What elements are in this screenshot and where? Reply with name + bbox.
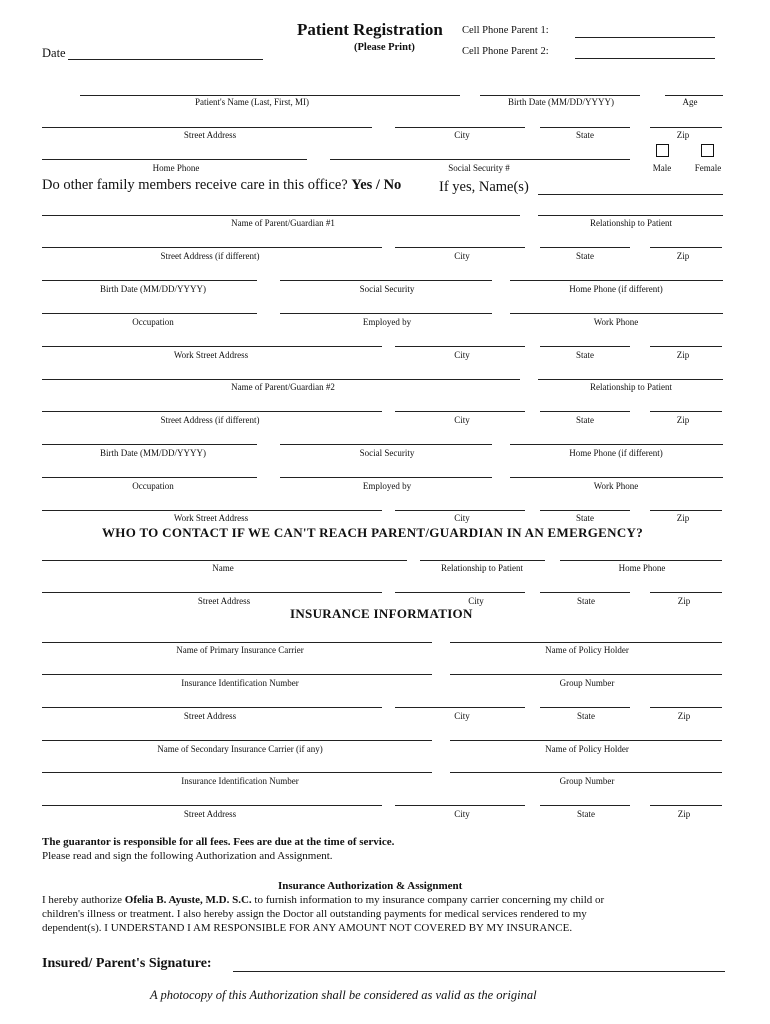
guardian2-work-phone-label: Work Phone xyxy=(593,481,639,491)
guardian2-city-label: City xyxy=(454,415,470,425)
secondary-holder-field[interactable] xyxy=(450,740,722,741)
primary-id-field[interactable] xyxy=(42,674,432,675)
cell-phone-parent2-field[interactable] xyxy=(575,58,715,59)
patient-city-field[interactable] xyxy=(395,127,525,128)
date-field[interactable] xyxy=(68,59,263,60)
guardian2-relationship-label: Relationship to Patient xyxy=(590,382,672,392)
family-names-field[interactable] xyxy=(538,194,723,195)
emergency-state-label: State xyxy=(577,596,595,606)
guardian1-work-city-field[interactable] xyxy=(395,346,525,347)
insurance-heading: INSURANCE INFORMATION xyxy=(290,606,473,621)
yes-no-option[interactable]: Yes / No xyxy=(351,177,402,193)
emergency-name-field[interactable] xyxy=(42,560,407,561)
guardian1-ssn-label: Social Security xyxy=(359,284,415,294)
secondary-state-field[interactable] xyxy=(540,805,630,806)
guardian1-street-field[interactable] xyxy=(42,247,382,248)
primary-city-label: City xyxy=(454,711,470,721)
photocopy-note: A photocopy of this Authorization shall be considered as valid as the original xyxy=(150,988,537,1002)
emergency-street-label: Street Address xyxy=(197,596,251,606)
guardian2-work-state-label: State xyxy=(576,513,594,523)
guardian2-work-state-field[interactable] xyxy=(540,510,630,511)
date-label: Date xyxy=(42,46,66,60)
guardian1-name-field[interactable] xyxy=(42,215,520,216)
guardian1-city-field[interactable] xyxy=(395,247,525,248)
patient-age-field[interactable] xyxy=(665,95,723,96)
guardian2-work-zip-label: Zip xyxy=(676,513,690,523)
primary-street-field[interactable] xyxy=(42,707,382,708)
patient-ssn-field[interactable] xyxy=(330,159,630,160)
guardian1-state-field[interactable] xyxy=(540,247,630,248)
cell-phone-parent1-field[interactable] xyxy=(575,37,715,38)
male-label: Male xyxy=(652,163,672,173)
guardian2-zip-field[interactable] xyxy=(650,411,722,412)
family-question: Do other family members receive care in this office? Yes / No xyxy=(42,177,402,193)
male-checkbox[interactable] xyxy=(656,144,669,157)
primary-city-field[interactable] xyxy=(395,707,525,708)
emergency-zip-label: Zip xyxy=(677,596,691,606)
cell-phone-parent2-label: Cell Phone Parent 2: xyxy=(462,46,549,57)
guardian1-zip-label: Zip xyxy=(676,251,690,261)
patient-name-label: Patient's Name (Last, First, MI) xyxy=(194,97,310,107)
secondary-street-label: Street Address xyxy=(183,809,237,819)
secondary-state-label: State xyxy=(577,809,595,819)
guardian1-state-label: State xyxy=(576,251,594,261)
guardian1-relationship-label: Relationship to Patient xyxy=(590,218,672,228)
secondary-city-label: City xyxy=(454,809,470,819)
guardian2-work-phone-field[interactable] xyxy=(510,477,723,478)
auth-title: Insurance Authorization & Assignment xyxy=(278,880,463,892)
signature-label: Insured/ Parent's Signature: xyxy=(42,956,212,971)
primary-street-label: Street Address xyxy=(183,711,237,721)
page-subtitle: (Please Print) xyxy=(354,42,415,53)
patient-zip-label: Zip xyxy=(676,130,690,140)
auth-line-3: dependent(s). I UNDERSTAND I AM RESPONSIBLE FOR ANY AMOUNT NOT COVERED BY MY INSURANCE. xyxy=(42,922,573,934)
page-title: Patient Registration xyxy=(297,20,443,39)
guardian1-name-label: Name of Parent/Guardian #1 xyxy=(231,218,335,228)
patient-state-label: State xyxy=(576,130,594,140)
guardian1-birth-field[interactable] xyxy=(42,280,257,281)
patient-home-phone-field[interactable] xyxy=(42,159,307,160)
secondary-carrier-label: Name of Secondary Insurance Carrier (if any) xyxy=(157,744,323,754)
guardian1-work-street-field[interactable] xyxy=(42,346,382,347)
guardian2-home-phone-label: Home Phone (if different) xyxy=(569,448,663,458)
secondary-holder-label: Name of Policy Holder xyxy=(545,744,629,754)
guardian2-city-field[interactable] xyxy=(395,411,525,412)
emergency-city-label: City xyxy=(468,596,484,606)
guardian2-work-city-field[interactable] xyxy=(395,510,525,511)
secondary-id-field[interactable] xyxy=(42,772,432,773)
emergency-state-field[interactable] xyxy=(540,592,630,593)
guardian1-occupation-label: Occupation xyxy=(132,317,174,327)
auth-line-2: children's illness or treatment. I also hereby assign the Doctor all outstanding payments for medical services rendered to my xyxy=(42,908,587,920)
guardian1-street-label: Street Address (if different) xyxy=(160,251,260,261)
guardian1-relationship-field[interactable] xyxy=(538,215,723,216)
primary-holder-field[interactable] xyxy=(450,642,722,643)
guardian2-birth-label: Birth Date (MM/DD/YYYY) xyxy=(100,448,206,458)
guardian2-home-phone-field[interactable] xyxy=(510,444,723,445)
primary-zip-label: Zip xyxy=(677,711,691,721)
guardian2-employed-label: Employed by xyxy=(362,481,412,491)
guardian2-birth-field[interactable] xyxy=(42,444,257,445)
guardian1-work-state-field[interactable] xyxy=(540,346,630,347)
guardian2-work-street-label: Work Street Address xyxy=(173,513,249,523)
patient-street-label: Street Address xyxy=(183,130,237,140)
primary-carrier-field[interactable] xyxy=(42,642,432,643)
guardian1-employed-field[interactable] xyxy=(280,313,492,314)
emergency-relationship-label: Relationship to Patient xyxy=(441,563,523,573)
guardian1-ssn-field[interactable] xyxy=(280,280,492,281)
patient-birth-label: Birth Date (MM/DD/YYYY) xyxy=(508,97,614,107)
guardian1-work-street-label: Work Street Address xyxy=(173,350,249,360)
patient-name-field[interactable] xyxy=(80,95,460,96)
secondary-zip-field[interactable] xyxy=(650,805,722,806)
guardian1-occupation-field[interactable] xyxy=(42,313,257,314)
guardian1-employed-label: Employed by xyxy=(362,317,412,327)
secondary-group-field[interactable] xyxy=(450,772,722,773)
patient-home-phone-label: Home Phone xyxy=(152,163,200,173)
secondary-zip-label: Zip xyxy=(677,809,691,819)
emergency-relationship-field[interactable] xyxy=(420,560,545,561)
guardian2-street-label: Street Address (if different) xyxy=(160,415,260,425)
patient-zip-field[interactable] xyxy=(650,127,722,128)
guardian2-occupation-label: Occupation xyxy=(132,481,174,491)
secondary-city-field[interactable] xyxy=(395,805,525,806)
guardian1-work-phone-label: Work Phone xyxy=(593,317,639,327)
emergency-street-field[interactable] xyxy=(42,592,382,593)
emergency-home-phone-field[interactable] xyxy=(560,560,722,561)
guardian2-occupation-field[interactable] xyxy=(42,477,257,478)
guardian1-work-state-label: State xyxy=(576,350,594,360)
patient-ssn-label: Social Security # xyxy=(448,163,510,173)
guardian2-ssn-label: Social Security xyxy=(359,448,415,458)
primary-state-label: State xyxy=(577,711,595,721)
guardian1-home-phone-label: Home Phone (if different) xyxy=(569,284,663,294)
cell-phone-parent1-label: Cell Phone Parent 1: xyxy=(462,25,549,36)
secondary-carrier-field[interactable] xyxy=(42,740,432,741)
patient-birth-field[interactable] xyxy=(480,95,640,96)
emergency-home-phone-label: Home Phone xyxy=(618,563,666,573)
guardian2-work-city-label: City xyxy=(454,513,470,523)
guardian1-work-zip-label: Zip xyxy=(676,350,690,360)
female-label: Female xyxy=(694,163,722,173)
female-checkbox[interactable] xyxy=(701,144,714,157)
guardian2-employed-field[interactable] xyxy=(280,477,492,478)
guardian1-home-phone-field[interactable] xyxy=(510,280,723,281)
guardian1-birth-label: Birth Date (MM/DD/YYYY) xyxy=(100,284,206,294)
patient-city-label: City xyxy=(454,130,470,140)
guardian2-work-street-field[interactable] xyxy=(42,510,382,511)
primary-group-label: Group Number xyxy=(559,678,615,688)
guardian1-work-zip-field[interactable] xyxy=(650,346,722,347)
secondary-id-label: Insurance Identification Number xyxy=(181,776,299,786)
please-read-text: Please read and sign the following Authorization and Assignment. xyxy=(42,850,333,862)
emergency-name-label: Name xyxy=(212,563,234,573)
primary-zip-field[interactable] xyxy=(650,707,722,708)
primary-state-field[interactable] xyxy=(540,707,630,708)
auth-line-1: I hereby authorize Ofelia B. Ayuste, M.D. S.C. to furnish information to my insurance company carrier concerning my child or xyxy=(42,894,605,906)
primary-group-field[interactable] xyxy=(450,674,722,675)
guardian2-work-zip-field[interactable] xyxy=(650,510,722,511)
auth-doctor-name: Ofelia B. Ayuste, M.D. S.C. xyxy=(124,894,252,906)
secondary-group-label: Group Number xyxy=(559,776,615,786)
guardian2-name-label: Name of Parent/Guardian #2 xyxy=(231,382,335,392)
guardian1-work-phone-field[interactable] xyxy=(510,313,723,314)
guarantor-text: The guarantor is responsible for all fees. Fees are due at the time of service. xyxy=(42,836,395,848)
secondary-street-field[interactable] xyxy=(42,805,382,806)
patient-age-label: Age xyxy=(682,97,698,107)
guardian1-zip-field[interactable] xyxy=(650,247,722,248)
guardian2-relationship-field[interactable] xyxy=(538,379,723,380)
emergency-zip-field[interactable] xyxy=(650,592,722,593)
emergency-city-field[interactable] xyxy=(395,592,525,593)
primary-id-label: Insurance Identification Number xyxy=(181,678,299,688)
guardian1-city-label: City xyxy=(454,251,470,261)
guardian1-work-city-label: City xyxy=(454,350,470,360)
guardian2-zip-label: Zip xyxy=(676,415,690,425)
guardian2-ssn-field[interactable] xyxy=(280,444,492,445)
patient-state-field[interactable] xyxy=(540,127,630,128)
emergency-heading: WHO TO CONTACT IF WE CAN'T REACH PARENT/GUARDIAN IN AN EMERGENCY? xyxy=(102,525,644,540)
family-if-yes-label: If yes, Name(s) xyxy=(439,179,529,195)
guardian2-state-field[interactable] xyxy=(540,411,630,412)
signature-field[interactable] xyxy=(233,971,725,972)
guardian2-street-field[interactable] xyxy=(42,411,382,412)
guardian2-name-field[interactable] xyxy=(42,379,520,380)
guardian2-state-label: State xyxy=(576,415,594,425)
primary-carrier-label: Name of Primary Insurance Carrier xyxy=(176,645,304,655)
primary-holder-label: Name of Policy Holder xyxy=(545,645,629,655)
patient-street-field[interactable] xyxy=(42,127,372,128)
